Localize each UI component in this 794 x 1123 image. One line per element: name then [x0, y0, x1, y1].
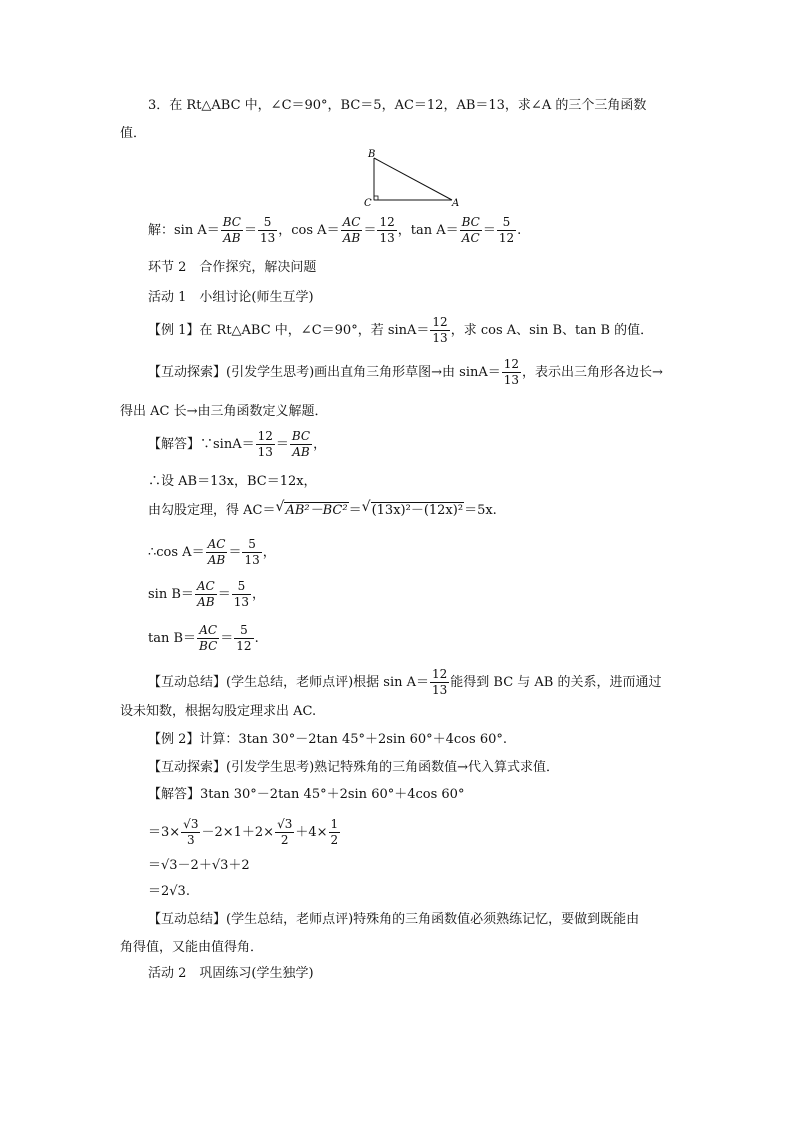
fraction: $\frac{12}{13}$: [257, 429, 273, 459]
solution-3-cos-label: ，cos A＝: [278, 223, 340, 238]
answer-1-line-6: tan B＝ $\frac{AC}{BC}$ ＝ $\frac{5}{12}$ .: [148, 623, 259, 653]
vertex-label-a: A: [452, 198, 460, 209]
fraction: $\frac{AC}{AB}$: [196, 579, 215, 609]
summary-2-line-2: 角得值，又能由值得角．: [120, 940, 264, 955]
fraction: $\frac{5}{12}$: [236, 623, 252, 653]
solution-3-tan-label: ，tan A＝: [397, 223, 459, 238]
explore-1-line-2: 得出 AC 长→由三角函数定义解题．: [120, 404, 328, 419]
answer-2-line-3: ＝√3－2＋√3＋2: [148, 858, 250, 873]
answer-2-line-1: 【解答】3tan 30°－2tan 45°＋2sin 60°＋4cos 60°: [148, 787, 465, 802]
problem-3-line-2: 值．: [120, 126, 147, 141]
fraction: $\frac{√3}{2}$: [277, 817, 293, 847]
answer-2-line-4: ＝2√3.: [148, 884, 190, 899]
summary-2-line-1: 【互动总结】(学生总结，老师点评)特殊角的三角函数值必须熟练记忆，要做到既能由: [148, 912, 640, 927]
fraction: $\frac{BC}{AB}$: [222, 215, 241, 245]
answer-1-line-2: ∴设 AB＝13x，BC＝12x，: [148, 474, 317, 489]
fraction: $\frac{5}{13}$: [244, 537, 260, 567]
solution-3: 解：sin A＝ $\frac{BC}{AB}$ ＝ $\frac{5}{13}$ ，cos A＝ $\frac{AC}{AB}$ ＝ $\frac{12}{13}$ ，tan A＝ $\frac{BC}{AC}$ ＝ $\frac{5}{12}$ .: [148, 215, 522, 245]
vertex-label-c: C: [364, 198, 372, 209]
square-root: √ AB²－BC²: [275, 499, 348, 518]
fraction: $\frac{BC}{AB}$: [291, 429, 311, 459]
vertex-label-b: B: [368, 149, 376, 160]
section-heading: 环节 2 合作探究，解决问题: [148, 260, 317, 275]
fraction: $\frac{12}{13}$: [503, 357, 520, 387]
fraction: $\frac{12}{13}$: [379, 215, 395, 245]
square-root: √ (13x)²－(12x)²: [361, 499, 464, 518]
explore-2: 【互动探索】(引发学生思考)熟记特殊角的三角函数值→代入算式求值．: [148, 760, 560, 775]
activity-1-heading: 活动 1 小组讨论(师生互学): [148, 290, 314, 305]
activity-2-heading: 活动 2 巩固练习(学生独学): [148, 966, 314, 981]
fraction: $\frac{5}{13}$: [233, 579, 250, 609]
fraction: $\frac{5}{12}$: [498, 215, 515, 245]
answer-1-line-4: ∴cos A＝ $\frac{AC}{AB}$ ＝ $\frac{5}{13}$ ，: [148, 537, 276, 567]
summary-1-line-2: 设未知数，根据勾股定理求出 AC.: [120, 704, 317, 719]
fraction: $\frac{BC}{AC}$: [461, 215, 480, 245]
answer-1-line-3: 由勾股定理，得 AC＝ √ AB²－BC²＝ √ (13x)²－(12x)²＝5x.: [148, 499, 497, 518]
solution-3-sin-label: 解：sin A＝: [148, 223, 220, 238]
summary-1-line-1: 【互动总结】(学生总结，老师点评)根据 sin A＝ $\frac{12}{13}$ 能得到 BC 与 AB 的关系，进而通过: [148, 667, 662, 697]
explore-1-line-1: 【互动探索】(引发学生思考)画出直角三角形草图→由 sinA＝ $\frac{12}{13}$ ，表示出三角形各边长→: [148, 357, 663, 387]
fraction: $\frac{12}{13}$: [432, 667, 448, 697]
fraction: $\frac{1}{2}$: [330, 817, 339, 847]
fraction: $\frac{√3}{3}$: [183, 817, 199, 847]
example-2: 【例 2】计算：3tan 30°－2tan 45°＋2sin 60°＋4cos 60°.: [148, 732, 507, 747]
triangle-figure: [362, 146, 472, 210]
fraction: $\frac{AC}{AB}$: [207, 537, 226, 567]
fraction: $\frac{5}{13}$: [259, 215, 276, 245]
fraction: $\frac{AC}{AB}$: [342, 215, 361, 245]
problem-3-line-1: 3．在 Rt△ABC 中，∠C＝90°，BC＝5，AC＝12，AB＝13，求∠A 的三个三角函数: [148, 98, 647, 113]
answer-1-line-1: 【解答】∵sinA＝ $\frac{12}{13}$ ＝ $\frac{BC}{AB}$ ，: [148, 429, 327, 459]
fraction: $\frac{12}{13}$: [432, 315, 448, 345]
answer-1-line-5: sin B＝ $\frac{AC}{AB}$ ＝ $\frac{5}{13}$ ，: [148, 579, 266, 609]
fraction: $\frac{AC}{BC}$: [199, 623, 218, 653]
example-1: 【例 1】在 Rt△ABC 中，∠C＝90°，若 sinA＝ $\frac{12}{13}$ ，求 cos A、sin B、tan B 的值．: [148, 315, 654, 345]
answer-2-line-2: ＝3× $\frac{√3}{3}$ －2×1＋2× $\frac{√3}{2}$ ＋4× $\frac{1}{2}$: [148, 817, 339, 847]
